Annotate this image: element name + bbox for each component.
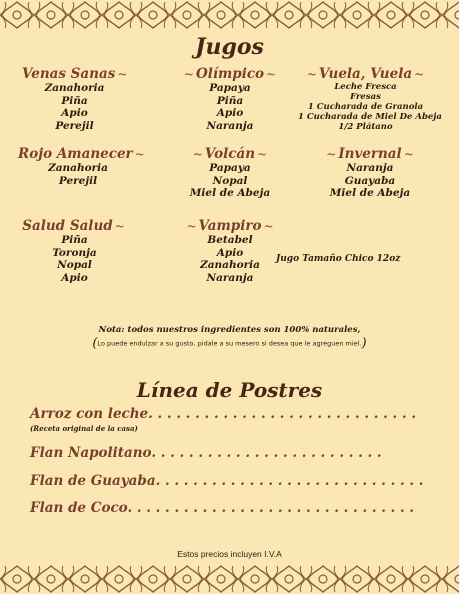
ingredient: Naranja <box>206 271 254 284</box>
postres-title: Línea de Postres <box>136 378 323 402</box>
juice-name: ~ Vuela, Vuela ~ <box>306 66 425 82</box>
dessert-item: Flan Napolitano. . . . . . . . . . . . . . . . . . . . . . . . . <box>30 445 382 461</box>
prices-note: Estos precios incluyen I.V.A <box>177 549 282 559</box>
ingredient: Miel de Abeja <box>329 187 411 199</box>
ingredient: Betabel <box>207 234 253 246</box>
juice-name: ~ Olímpico ~ <box>183 66 277 82</box>
juice-item <box>315 146 425 200</box>
juice-name: Salud Salud ~ <box>22 218 125 234</box>
ingredient: Piña <box>61 234 88 246</box>
ornamental-border-top <box>0 0 459 30</box>
ingredient: Leche Fresca <box>334 82 397 92</box>
ingredient: Piña <box>216 94 244 107</box>
ingredient: Zanahoria <box>44 82 105 94</box>
juice-name: Venas Sanas ~ <box>22 66 128 82</box>
ingredient: Perejil <box>55 119 94 132</box>
ingredient: 1 Cucharada de Miel De Abeja <box>298 112 442 122</box>
ingredient: Apio <box>216 246 244 259</box>
ingredient: Papaya <box>209 82 251 94</box>
ingredient: Nopal <box>212 174 248 187</box>
sub-note: (Lo puede endulzar a su gusto, pidale a su mesero si desea que le agreguen miel.) <box>92 336 367 351</box>
ingredient: Zanahoria <box>48 162 108 174</box>
ingredient: 1/2 Plátano <box>338 122 393 132</box>
ingredient: Perejil <box>58 174 98 187</box>
ingredient: 1 Cucharada de Granola <box>307 102 424 112</box>
juice-item <box>175 218 285 284</box>
ingredient: Apio <box>216 107 244 119</box>
juice-item <box>18 146 145 187</box>
ingredient: Nopal <box>57 259 92 271</box>
dessert-subtitle: (Receta original de la casa) <box>30 424 138 433</box>
ingredient: Miel de Abeja <box>189 187 271 199</box>
ingredient: Apio <box>61 271 88 284</box>
size-note: Jugo Tamaño Chico 12oz <box>276 254 401 264</box>
ingredient: Zanahoria <box>200 259 260 271</box>
sub-note-text: Lo puede endulzar a su gusto, pidale a su mesero si desea que le agreguen miel. <box>97 339 362 348</box>
dessert-item: Arroz con leche. . . . . . . . . . . . . . . . . . . . . . . . . . . . . <box>30 406 417 422</box>
juice-item <box>298 66 442 132</box>
juice-item <box>175 66 285 132</box>
ornamental-border-bottom <box>0 564 459 594</box>
ingredient: Apio <box>61 107 88 119</box>
juice-item <box>175 146 285 200</box>
ingredient: Papaya <box>209 162 251 174</box>
juice-item <box>22 218 127 284</box>
ingredient: Guayaba <box>344 174 396 187</box>
juice-name: ~ Vampiro ~ <box>186 218 274 234</box>
juice-name: Rojo Amanecer ~ <box>18 146 145 162</box>
jugos-title: Jugos <box>195 34 264 60</box>
dessert-item: Flan de Guayaba. . . . . . . . . . . . . . . . . . . . . . . . . . . . . <box>30 473 424 489</box>
dessert-item: Flan de Coco. . . . . . . . . . . . . . . . . . . . . . . . . . . . . . . <box>30 500 415 516</box>
ingredient: Piña <box>61 94 88 107</box>
ingredient: Naranja <box>346 162 394 174</box>
juice-name: ~ Invernal ~ <box>326 146 414 162</box>
ingredient: Naranja <box>206 119 254 132</box>
ingredient: Fresas <box>350 92 381 102</box>
juice-item <box>22 66 127 132</box>
juice-name: ~ Volcán ~ <box>192 146 268 162</box>
nota-text: Nota: todos nuestros ingredientes son 100% naturales, <box>98 325 361 335</box>
ingredient: Toronja <box>52 246 97 259</box>
